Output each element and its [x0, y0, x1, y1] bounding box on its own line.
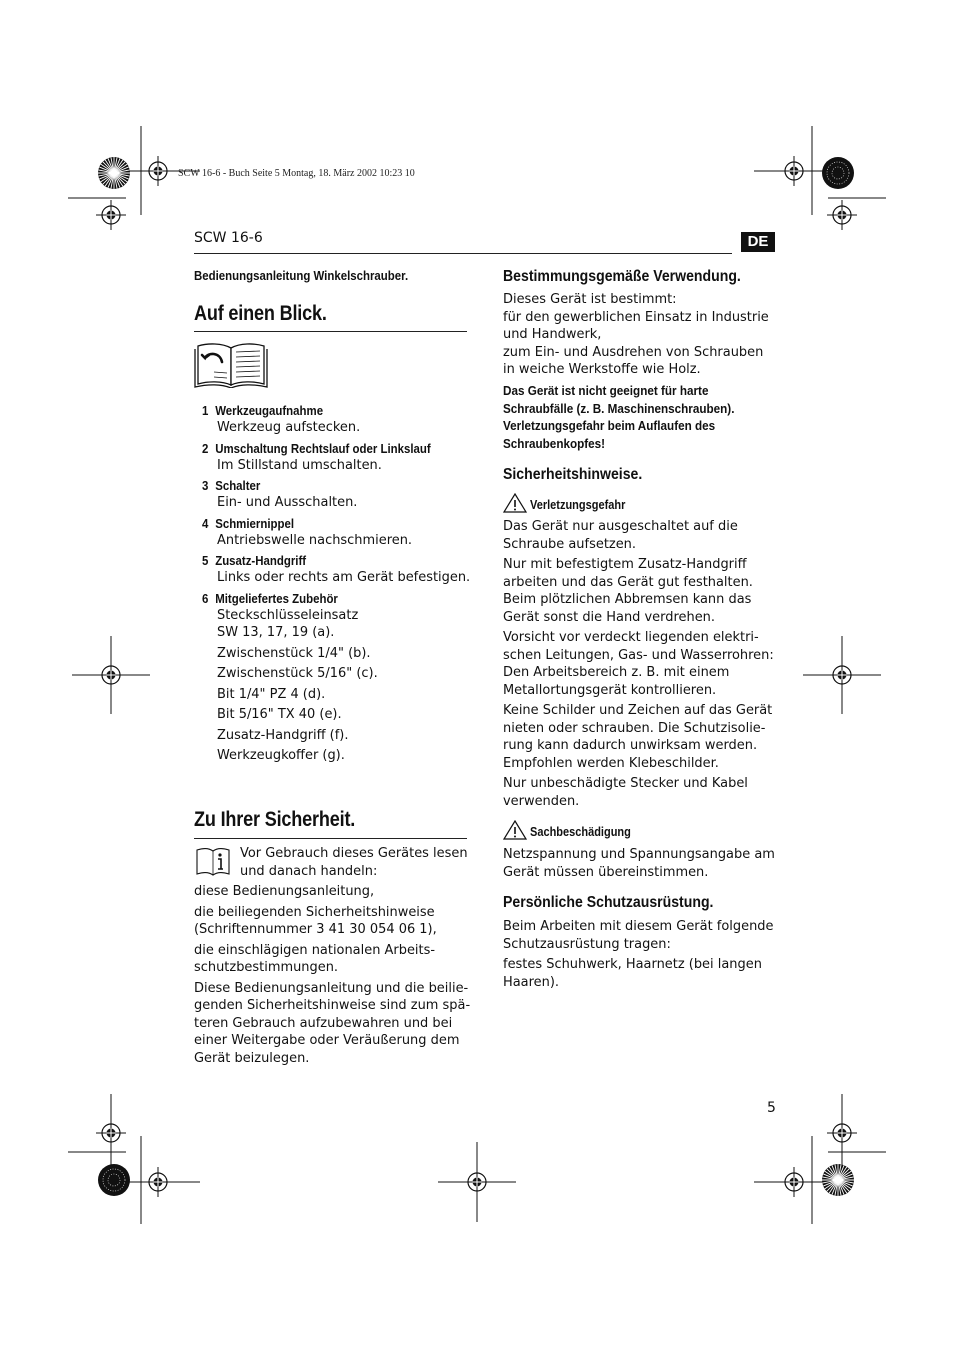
language-badge: DE	[741, 232, 775, 252]
list-item: 1 Werkzeugaufnahme Werkzeug aufstecken.	[202, 403, 361, 435]
ppe-paragraphs	[503, 918, 781, 994]
header-rule	[194, 253, 732, 254]
paragraph: Nur mit befestigtem Zusatz-Handgriff arbeiten und das Gerät gut festhalten. Beim plötzlichen Abbremsen kann das Gerät sonst die Hand verdrehen.	[503, 556, 753, 625]
property-damage-label: Sachbeschädigung	[530, 825, 631, 839]
paragraph: Diese Bedienungsanleitung und die beilie- genden Sicherheitshinweise sind zum spä- teren Gebrauch aufzubewahren und bei einer Weitergabe oder Veräußerung dem Gerät beizulegen.	[194, 979, 471, 1066]
intended-use-warning: Das Gerät ist nicht geeignet für harte Schraubfälle (z. B. Maschinenschrauben). Verletzungsgefahr beim Auflaufen des Schraubenkopfes!	[503, 383, 735, 451]
safety-note: Vor Gebrauch dieses Gerätes lesen und danach handeln:	[240, 845, 468, 879]
list-item: 2 Umschaltung Rechtslauf oder Linkslauf Im Stillstand umschalten.	[202, 440, 431, 473]
print-slug: SCW 16-6 - Buch Seite 5 Montag, 18. März 2002 10:23 10	[178, 168, 415, 179]
warning-triangle-icon	[503, 493, 527, 513]
injury-risk-label: Verletzungsgefahr	[530, 498, 626, 512]
header-model: SCW 16-6	[194, 230, 263, 246]
list-item: 4 Schmiernippel Antriebswelle nachschmieren.	[202, 515, 413, 548]
intended-use-text: Dieses Gerät ist bestimmt: für den gewerblichen Einsatz in Industrie und Handwerk, zum Ein- und Ausdrehen von Schrauben in weiche Werkstoffe wie Holz.	[503, 291, 769, 377]
paragraph: Netzspannung und Spannungsangabe am Gerät müssen übereinstimmen.	[503, 846, 775, 880]
safety-rule	[194, 838, 467, 839]
intended-use-heading: Bestimmungsgemäße Verwendung.	[503, 268, 741, 285]
page-number: 5	[767, 1100, 776, 1116]
info-book-icon	[195, 846, 231, 876]
paragraph: die beiliegenden Sicherheitshinweise (Schriftennummer 3 41 30 054 06 1),	[194, 903, 437, 937]
safety-heading: Zu Ihrer Sicherheit.	[194, 808, 356, 831]
list-item: 6 Mitgeliefertes Zubehör Steckschlüsseleinsatz SW 13, 17, 19 (a). Zwischenstück 1/4" (b). Zwischenstück 5/16" (c). Bit 1/4" PZ 4 (d). Bit 5/16" TX 40 (e). Zusatz-Handgriff (f). Werkzeugkoffer (g).	[202, 590, 378, 763]
overview-heading: Auf einen Blick.	[194, 302, 327, 325]
paragraph: festes Schuhwerk, Haarnetz (bei langen Haaren).	[503, 956, 762, 990]
damage-paragraphs	[503, 846, 781, 884]
open-book-icon	[194, 340, 268, 388]
paragraph: Das Gerät nur ausgeschaltet auf die Schraube aufsetzen.	[503, 518, 738, 552]
paragraph: Keine Schilder und Zeichen auf das Gerät nieten oder schrauben. Die Schutzisolie- rung kann dadurch unwirksam werden. Empfohlen werden Klebeschilder.	[503, 702, 773, 771]
injury-paragraphs	[503, 518, 781, 813]
paragraph: die einschlägigen nationalen Arbeits- schutzbestimmungen.	[194, 941, 436, 975]
ppe-heading: Persönliche Schutzausrüstung.	[503, 894, 714, 911]
safety-paragraphs	[194, 883, 471, 1070]
overview-rule	[194, 331, 467, 332]
warning-triangle-icon	[503, 820, 527, 840]
paragraph: Beim Arbeiten mit diesem Gerät folgende Schutzausrüstung tragen:	[503, 918, 774, 952]
paragraph: Nur unbeschädigte Stecker und Kabel verwenden.	[503, 775, 748, 809]
list-item: 3 Schalter Ein- und Ausschalten.	[202, 478, 358, 510]
manual-title: Bedienungsanleitung Winkelschrauber.	[194, 268, 409, 283]
list-item: 5 Zusatz-Handgriff Links oder rechts am Gerät befestigen.	[202, 553, 471, 585]
paragraph: Vorsicht vor verdeckt liegenden elektri- schen Leitungen, Gas- und Wasserrohren: Den Arbeitsbereich z. B. mit einem Metallortungsgerät kontrollieren.	[503, 629, 774, 698]
paragraph: diese Bedienungsanleitung,	[194, 883, 375, 899]
overview-items	[202, 402, 472, 765]
safety-instructions-heading: Sicherheitshinweise.	[503, 466, 643, 483]
